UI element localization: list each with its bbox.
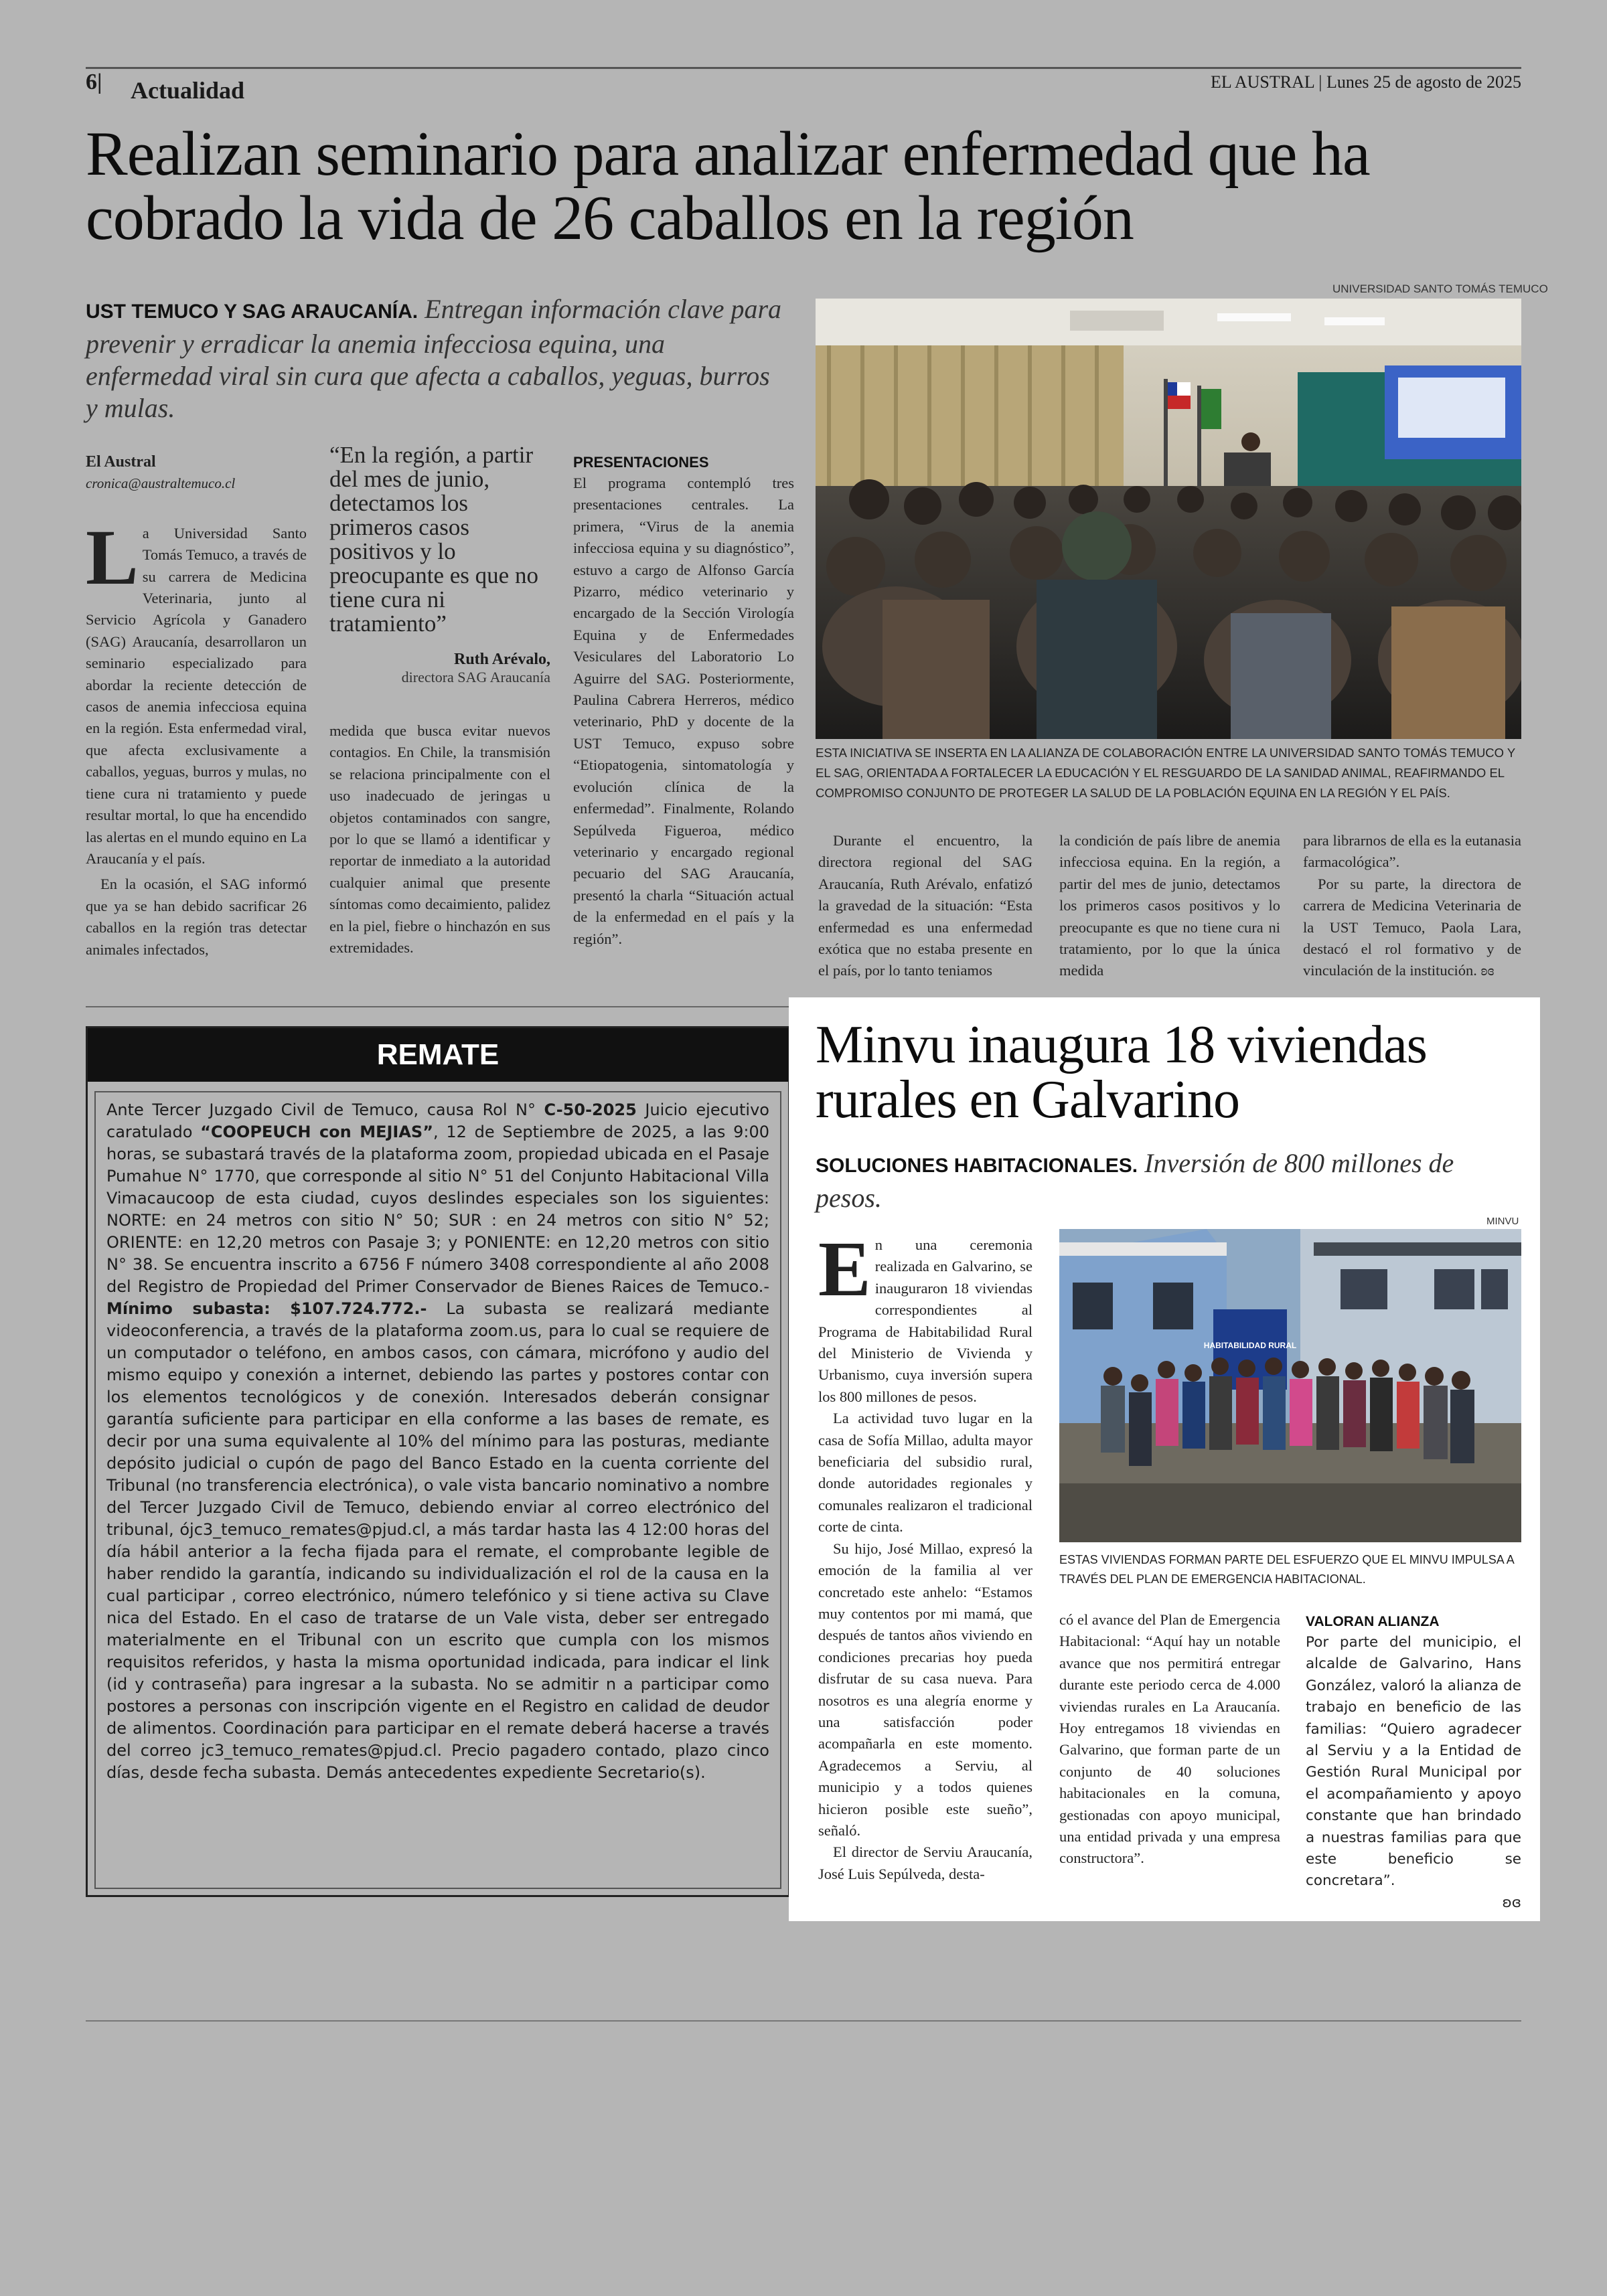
article-headline: Minvu inaugura 18 viviendas rurales en Galvarino (816, 1015, 1427, 1129)
article-col-1 (818, 1225, 1032, 1885)
housing-photo-caption: ESTAS VIVIENDAS FORMAN PARTE DEL ESFUERZO QUE EL MINVU IMPULSA A TRAVÉS DEL PLAN DE EMERGENCIA HABITACIONAL. (1059, 1553, 1514, 1586)
paragraph: medida que busca evitar nuevos contagios. En Chile, la transmisión se relaciona principalmente con el uso inadecuado de jeringas u objetos contaminados con sangre, por lo que se llamó a identificar y reportar de inmediato a la autoridad cualquier animal que presente síntomas como decaimiento, palidez en la piel, fiebre o hinchazón en sus extremidades. (329, 722, 550, 957)
article-col-4 (818, 830, 1032, 982)
pull-quote-name: Ruth Arévalo, (454, 651, 550, 668)
paragraph: n una ceremonia realizada en Galvarino, se inauguraron 18 viviendas correspondientes al Programa de Habitabilidad Rural del Ministerio de Vivienda y Urbanismo, cuya inversión supera los 800 millones de pesos. (818, 1236, 1032, 1405)
end-mark: ʚɞ (1502, 1894, 1521, 1911)
paragraph: Durante el encuentro, la directora regional del SAG Araucanía, Ruth Arévalo, enfatizó la gravedad de la situación: “Esta enfermedad es una enfermedad exótica que no estaba presente en el país, por lo tanto teniamos (818, 832, 1032, 979)
paragraph: Su hijo, José Millao, expresó la emoción de la familia al ver concretado este anhelo: “Estamos muy contentos por mi mamá, que después de tantos años viviendo en condiciones precarias hoy pueda disfrutar de su casa nueva. Para nosotros es una alegría enorme y una satisfacción poder acompañarla en este momento. Agradecemos a Serviu, al municipio y a todos quienes hicieron posible este sueño”, señaló. (818, 1540, 1032, 1839)
author-name: El Austral (86, 453, 156, 471)
pull-quote-role: directora SAG Araucanía (401, 669, 550, 685)
seminar-illustration (816, 299, 1521, 739)
lead-text: Entregan información clave para prevenir y erradicar la anemia infecciosa equina, una enfermedad viral sin cura que afecta a caballos, yeguas, burros y mulas. (86, 294, 782, 423)
article-col-3 (573, 453, 794, 950)
paragraph: La actividad tuvo lugar en la casa de Sofía Millao, adulta mayor beneficiaria del subsidio rural, donde autoridades regionales y comunales realizaron el tradicional corte de cinta. (818, 1410, 1032, 1536)
photo-credit: MINVU (1486, 1216, 1519, 1227)
remate-body (94, 1091, 781, 1889)
remate-case-title: “COOPEUCH con MEJIAS” (200, 1123, 433, 1141)
lead-kicker: UST TEMUCO Y SAG ARAUCANÍA. (86, 301, 418, 323)
remate-notice (86, 1026, 790, 1897)
paragraph: Por parte del municipio, el alcalde de Galvarino, Hans González, valoró la alianza de trabajo en beneficio de las familias: “Quiero agradecer al Serviu y a la Entidad de Gestión Rural Municipal por el acompañamiento y apoyo constante que han brindado a nuestras familias para que este beneficio se concretara”. (1306, 1634, 1521, 1890)
paragraph: En la ocasión, el SAG informó que ya se han debido sacrificar 26 caballos en la región tras detectar animales infectados, (86, 876, 307, 958)
remate-text: Juicio ejecutivo caratulado (106, 1100, 769, 1141)
article-lead (816, 1147, 1525, 1214)
seminar-photo-caption: ESTA INICIATIVA SE INSERTA EN LA ALIANZA DE COLABORACIÓN ENTRE LA UNIVERSIDAD SANTO TOMÁS TEMUCO Y EL SAG, ORIENTADA A FORTALECER LA EDUCACIÓN Y EL RESGUARDO DE LA SANIDAD ANIMAL, REAFIRMANDO EL COMPROMISO CONJUNTO DE PROTEGER LA SALUD DE LA POBLACIÓN EQUINA EN LA REGIÓN Y EL PAÍS. (816, 746, 1515, 800)
paragraph: para librarnos de ella es la eutanasia farmacológica”. (1303, 832, 1521, 871)
article-lead (86, 293, 782, 424)
paragraph: a Universidad Santo Tomás Temuco, a través de su carrera de Medicina Veterinaria, junto al Servicio Agrícola y Ganadero (SAG) Araucanía, desarrollaron un seminario especializado para abordar la reciente detección de casos de anemia infecciosa equina en la región. Esta enfermedad viral, que afecta exclusivamente a caballos, yeguas, burros y mulas, no tiene cura ni tratamiento y puede resultar mortal, lo que ha encendido las alertas en el mundo equino en La Araucanía y el país. (86, 524, 307, 867)
remate-case-number: C-50-2025 (544, 1100, 637, 1119)
subhead: VALORAN ALIANZA (1306, 1614, 1440, 1629)
article-col-5 (1059, 830, 1280, 982)
drop-cap: E (818, 1225, 871, 1313)
article-col-6 (1303, 830, 1521, 982)
photo-credit: UNIVERSIDAD SANTO TOMÁS TEMUCO (1332, 282, 1548, 295)
article-headline: Realizan seminario para analizar enfermedad que ha cobrado la vida de 26 caballos en la región (86, 119, 1370, 253)
housing-photo (1059, 1229, 1521, 1542)
housing-illustration (1059, 1229, 1521, 1542)
end-mark: ʚɞ (1480, 962, 1495, 979)
section-name: Actualidad (131, 77, 245, 104)
paragraph-text: Por su parte, la directora de carrera de Medicina Veterinaria de la UST Temuco, Paola Lara, destacó el rol formativo y de vinculación de la institución. (1303, 875, 1521, 979)
paragraph: có el avance del Plan de Emergencia Habitacional: “Aquí hay un notable avance que nos permitirá entregar durante este periodo cerca de 4.000 viviendas rurales en La Araucanía. Hoy entregamos 18 viviendas en Galvarino, que forman parte de un conjunto de 40 soluciones habitacionales en la comuna, gestionadas con apoyo municipal, una entidad privada y una empresa constructora”. (1059, 1611, 1280, 1867)
lead-kicker: SOLUCIONES HABITACIONALES. (816, 1155, 1138, 1177)
masthead: EL AUSTRAL | Lunes 25 de agosto de 2025 (1210, 72, 1521, 92)
remate-text: , 12 de Septiembre de 2025, a las 9:00 horas, se subastará través de la plataforma zoom, propiedad ubicada en el Pasaje Pumahue N° 1770, que corresponde al sitio N° 51 del Conjunto Habitacional Villa Vimacaucoop de esta ciudad, cuyos deslindes especiales son los siguientes: NORTE: en 24 metros con sitio N° 50; SUR : en 24 metros con sitio N° 52; ORIENTE: en 12,20 metros con Pasaje 3; y PONIENTE: en 12,20 metros con sitio N° 38. Se encuentra inscrito a 6756 F número 3408 correspondiente al año 2008 del Registro de Propiedad del Primer Conservador de Bienes Raices de Temuco.- (106, 1123, 769, 1296)
drop-cap: L (86, 513, 139, 601)
paragraph: la condición de país libre de anemia infecciosa equina. En la región, a partir del mes de junio, detectamos los primeros casos positivos y lo preocupante es que no tiene cura ni tratamiento, por lo que la única medida (1059, 832, 1280, 979)
remate-title: REMATE (88, 1028, 788, 1082)
paragraph: El director de Serviu Araucanía, José Luis Sepúlveda, desta- (818, 1843, 1032, 1882)
page-bottom-rule (86, 2020, 1521, 2022)
subhead: PRESENTACIONES (573, 454, 709, 471)
seminar-photo (816, 299, 1521, 739)
pull-quote (329, 443, 550, 686)
paragraph: El programa contempló tres presentaciones centrales. La primera, “Virus de la anemia infecciosa equina y su diagnóstico”, estuvo a cargo de Alfonso García Pizarro, médico veterinario y encargado de la Sección Virología Equina y de Enfermedades Vesiculares del Laboratorio Lo Aguirre del SAG. Posteriormente, Paulina Cabrera Herreros, médico veterinario, PhD y docente de la UST Temuco, expuso sobre “Etiopatogenia, sintomatología y evolución clínica de la enfermedad”. Finalmente, Rolando Sepúlveda Figueroa, médico veterinario y encargado regional pecuario del SAG Araucanía, presentó la charla “Situación actual de la enfermedad en el país y la región”. (573, 475, 794, 947)
remate-minimum-bid: Mínimo subasta: $107.724.772.- (106, 1299, 427, 1318)
author-email: cronica@australtemuco.cl (86, 475, 236, 492)
pull-quote-text: “En la región, a partir del mes de junio, detectamos los primeros casos positivos y lo preocupante es que no tiene cura ni tratamiento” (329, 442, 538, 637)
article-col-2 (329, 720, 550, 959)
page-number: 6| (86, 70, 102, 94)
article-col-3 (1306, 1612, 1521, 1914)
banner-text: HABITABILIDAD RURAL (1203, 1341, 1297, 1350)
article-col-2 (1059, 1609, 1280, 1870)
remate-text: La subasta se realizará mediante videoconferencia, a través de la plataforma zoom.us, para lo cual se requiere de un computador o teléfono, en ambos casos, con cámara, micrófono y audio del mismo equipo y conexión a internet, debiendo las partes y postores contar con los elementos tecnológicos y de conexión. Interesados deberán consignar garantía suficiente para participar en ella conforme a las bases de remate, es decir por una suma equivalente al 10% del mínimo para las posturas, mediante depósito judicial o cupón de pago del Banco Estado en la cuenta corriente del Tribunal (no transferencia electrónica), o vale vista bancario nominativo a nombre del Tercer Juzgado Civil de Temuco, debiendo enviar al correo electrónico del tribunal, ójc3_temuco_remates@pjud.cl, a más tardar hasta las 4 12:00 horas del día hábil anterior a la fecha fijada para el remate, el comprobante legible de haber rendido la garantía, indicando su individualización el rol de la causa en la cual participar , correo electrónico, número telefónico y si tiene activa su Clave nica del Estado. En el caso de tratarse de un Vale vista, deber ser entregado materialmente en el Tribunal con un escrito que cumpla con los mismos requisitos referidos, y hasta la misma oportunidad indicada, para indicar el link (id y contraseña) para ingresar a la subasta. No se admitir n a participar como postores a personas con inscripción vigente en el Registro en calidad de deudor de alimentos. Coordinación para participar en el remate deberá hacerse a través del correo jc3_temuco_remates@pjud.cl. Precio pagadero contado, plazo cinco días, desde fecha subasta. Demás antecedentes expediente Secretario(s). (106, 1299, 769, 1782)
header-rule (86, 67, 1521, 69)
paragraph (1303, 874, 1521, 982)
section-divider (86, 1006, 789, 1007)
article-col-1 (86, 451, 307, 961)
lead-text: Inversión de 800 millones de pesos. (816, 1148, 1454, 1213)
remate-text: Ante Tercer Juzgado Civil de Temuco, causa Rol N° (106, 1100, 544, 1119)
